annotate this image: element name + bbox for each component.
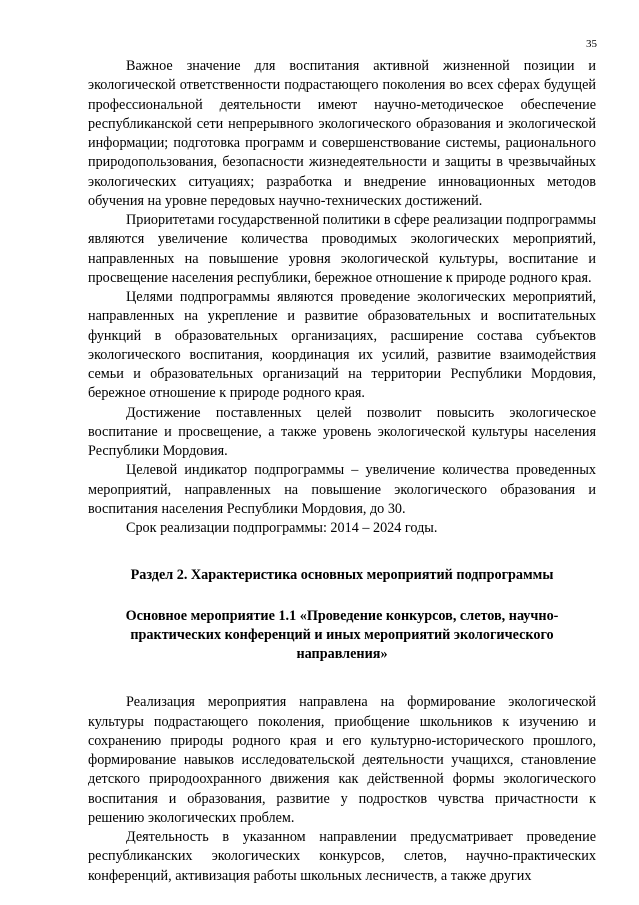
page-number: 35 xyxy=(586,38,597,50)
measure-paragraph-1: Реализация мероприятия направлена на формирование экологической культуры подрастающего поколения, приобщение школьников к изучению и сохранению природы родного края и его культурно-исторического прошлого, формирование навыков исследовательской деятельности учащихся, становление детского природоохранного движения как действенной формы экологического воспитания и образования, развитие у подростков чувства причастности к решению экологических проблем. xyxy=(88,694,596,826)
intro-paragraph-4: Достижение поставленных целей позволит повысить экологическое воспитание и просвещение, а также уровень экологической культуры населения Республики Мордовия. xyxy=(88,404,596,459)
measure-paragraph-2: Деятельность в указанном направлении предусматривает проведение республиканских экологических конкурсов, слетов, научно-практических конференций, активизация работы школьных лесничеств, а также других xyxy=(88,829,596,884)
measure-heading: Основное мероприятие 1.1 «Проведение конкурсов, слетов, научно-практических конференций и иных мероприятий экологического направления» xyxy=(125,607,559,662)
intro-paragraph-6: Срок реализации подпрограммы: 2014 – 2024 годы. xyxy=(126,520,438,536)
page-body xyxy=(88,57,596,886)
intro-paragraph-1: Важное значение для воспитания активной жизненной позиции и экологической ответственности подрастающего поколения во всех сферах будущей профессиональной деятельности имеют научно-методическое обеспечение республиканской сети непрерывного экологического образования и экологической информации; подготовка программ и совершенствование системы, рационального природопользования, безопасности жизнедеятельности и защиты в чрезвычайных экологических ситуациях; разработка и внедрение инновационных методов обучения на уровне передовых научно-технических достижений. xyxy=(88,58,596,209)
intro-paragraph-3: Целями подпрограммы являются проведение экологических мероприятий, направленных на укрепление и развитие образовательных и воспитательных функций в образовательных организациях, расширение состава субъектов экологического воспитания, координация их усилий, развитие взаимодействия семьи и образовательных организаций на территории Республики Мордовия, бережное отношение к природе родного края. xyxy=(88,289,596,402)
intro-paragraph-2: Приоритетами государственной политики в сфере реализации подпрограммы являются увеличение количества проводимых экологических мероприятий, направленных на повышение уровня экологической культуры, воспитание и просвещение населения республики, бережное отношение к природе родного края. xyxy=(88,212,596,286)
intro-paragraph-5: Целевой индикатор подпрограммы – увеличение количества проведенных мероприятий, направленных на повышение экологического образования и воспитания населения Республики Мордовия, до 30. xyxy=(88,462,596,517)
section-heading: Раздел 2. Характеристика основных мероприятий подпрограммы xyxy=(130,567,554,584)
